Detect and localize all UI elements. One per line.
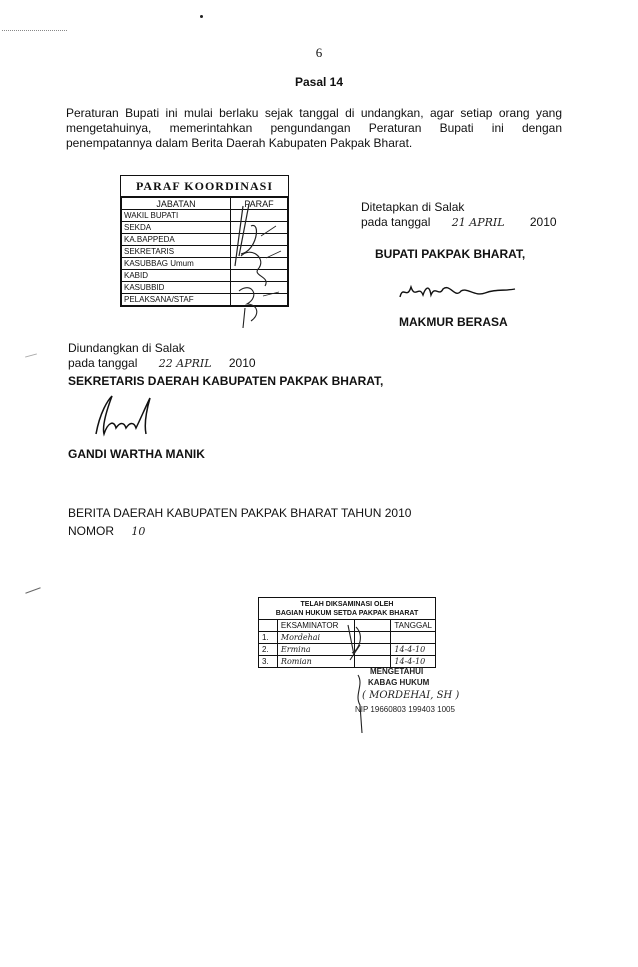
row-number: 3.	[259, 656, 278, 668]
paraf-koordinasi-table	[120, 175, 289, 307]
ditetapkan-date-line	[361, 215, 557, 229]
no-header-cell	[259, 620, 278, 632]
ditetapkan-date-handwritten: 21 APRIL	[451, 216, 505, 229]
berita-nomor-line	[68, 524, 145, 538]
page-number: 6	[315, 45, 323, 60]
diundangkan-date-label: pada tanggal	[68, 356, 138, 370]
sekretaris-signature	[88, 392, 158, 442]
examiner-name: Mordehai	[277, 632, 354, 644]
bupati-office: BUPATI PAKPAK BHARAT,	[375, 247, 526, 261]
examiner-date: 14-4-10	[391, 656, 436, 668]
stamp-name: ( MORDEHAI, SH )	[362, 690, 460, 701]
examination-header-line1: TELAH DIKSAMINASI OLEH	[300, 601, 394, 608]
jabatan-row: KASUBBAG Umum	[122, 258, 231, 270]
scan-mark	[2, 30, 67, 32]
paragraph-line: mengetahuinya, memerintahkan pengundangan Peraturan Bupati ini dengan	[66, 121, 562, 135]
stamp-nip: NIP 19660803 199403 1005	[355, 705, 455, 714]
nomor-handwritten: 10	[131, 525, 146, 538]
stamp-kabag-hukum: KABAG HUKUM	[368, 678, 430, 687]
scan-mark	[25, 353, 37, 357]
paragraph-line: Peraturan Bupati ini mulai berlaku sejak tanggal di undangkan, agar setiap orang yang	[66, 106, 562, 120]
jabatan-row: SEKRETARIS	[122, 246, 231, 258]
sekretaris-name: GANDI WARTHA MANIK	[68, 447, 205, 461]
jabatan-row: WAKIL BUPATI	[122, 210, 231, 222]
nomor-label: NOMOR	[68, 524, 114, 538]
scan-mark	[25, 587, 40, 593]
diundangkan-place: Diundangkan di Salak	[68, 341, 185, 355]
stamp-mengetahui: MENGETAHUI	[370, 667, 424, 676]
examiner-date	[391, 632, 436, 644]
diundangkan-date-line	[68, 356, 256, 370]
berita-daerah-line: BERITA DAERAH KABUPATEN PAKPAK BHARAT TAHUN 2010	[68, 506, 412, 520]
sekretaris-office: SEKRETARIS DAERAH KABUPATEN PAKPAK BHARAT,	[68, 374, 384, 388]
ditetapkan-place: Ditetapkan di Salak	[361, 200, 465, 214]
examiner-name: Ermina	[277, 644, 354, 656]
ditetapkan-year: 2010	[529, 215, 557, 229]
paraf-scribbles	[221, 196, 291, 331]
bupati-name: MAKMUR BERASA	[399, 315, 508, 329]
tanggal-header: TANGGAL	[391, 620, 436, 632]
article-title: Pasal 14	[294, 75, 344, 89]
jabatan-row: KABID	[122, 270, 231, 282]
jabatan-header: JABATAN	[122, 198, 231, 210]
row-number: 1.	[259, 632, 278, 644]
bupati-signature	[395, 275, 520, 310]
examiner-date: 14-4-10	[391, 644, 436, 656]
paragraph-line: penempatannya dalam Berita Daerah Kabupaten Pakpak Bharat.	[66, 136, 413, 150]
article-paragraph	[66, 106, 562, 151]
ditetapkan-date-label: pada tanggal	[361, 215, 431, 229]
jabatan-row: PELAKSANA/STAF	[122, 294, 231, 306]
examiner-name: Romian	[277, 656, 354, 668]
jabatan-row: KASUBBID	[122, 282, 231, 294]
paraf-table-title: PARAF KOORDINASI	[121, 176, 288, 197]
diundangkan-year: 2010	[228, 356, 256, 370]
diundangkan-date-handwritten: 22 APRIL	[158, 357, 212, 370]
jabatan-row: SEKDA	[122, 222, 231, 234]
paraf-header: PARAF	[231, 198, 288, 210]
examination-header-line2: BAGIAN HUKUM SETDA PAKPAK BHARAT	[275, 610, 419, 617]
row-number: 2.	[259, 644, 278, 656]
eksaminator-header: EKSAMINATOR	[277, 620, 354, 632]
jabatan-row: KA.BAPPEDA	[122, 234, 231, 246]
scan-dot	[200, 15, 203, 18]
